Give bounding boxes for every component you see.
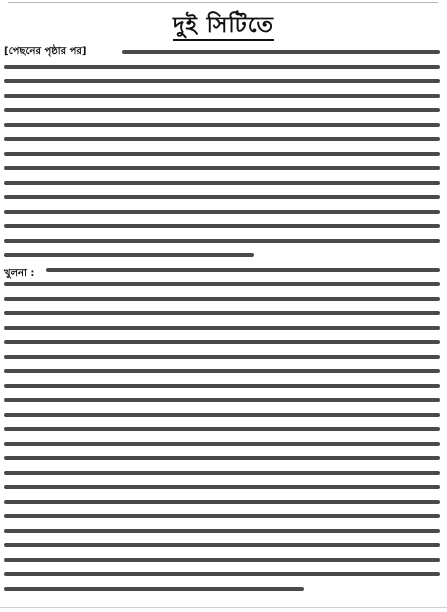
placeholder-line — [4, 355, 440, 359]
placeholder-line — [4, 152, 440, 156]
placeholder-line — [4, 340, 440, 344]
placeholder-line — [4, 311, 440, 315]
article-headline: দুই সিটিতে — [172, 12, 275, 38]
placeholder-line — [4, 413, 440, 417]
placeholder-line — [46, 268, 440, 272]
headline-underline — [173, 39, 274, 41]
placeholder-line — [4, 137, 440, 141]
placeholder-line — [4, 398, 440, 402]
continuation-prefix: [পেছনের পৃষ্ঠার পর] — [4, 46, 87, 57]
placeholder-line — [4, 485, 440, 489]
placeholder-line — [4, 369, 440, 373]
placeholder-line — [4, 384, 440, 388]
placeholder-line — [4, 427, 440, 431]
placeholder-line — [4, 442, 440, 446]
placeholder-line — [4, 94, 440, 98]
section-label-khulna: খুলনা : — [4, 268, 35, 279]
placeholder-line — [4, 181, 440, 185]
placeholder-line — [4, 587, 304, 591]
placeholder-line — [4, 210, 440, 214]
article-body-placeholder-lines — [4, 42, 443, 610]
placeholder-line — [4, 195, 440, 199]
placeholder-line — [4, 326, 440, 330]
placeholder-line — [4, 108, 440, 112]
placeholder-line — [4, 253, 254, 257]
placeholder-line — [4, 514, 440, 518]
placeholder-line — [4, 471, 440, 475]
placeholder-line — [4, 500, 440, 504]
placeholder-line — [4, 572, 440, 576]
previous-article-bottom-line — [0, 0, 447, 8]
placeholder-line — [4, 282, 440, 286]
placeholder-line — [4, 123, 440, 127]
placeholder-line — [4, 79, 440, 83]
placeholder-line — [4, 166, 440, 170]
placeholder-line — [4, 456, 440, 460]
placeholder-line — [4, 558, 440, 562]
placeholder-line — [4, 543, 440, 547]
placeholder-line — [122, 50, 440, 54]
placeholder-line — [4, 297, 440, 301]
placeholder-line — [4, 65, 440, 69]
page-bottom-rule — [0, 607, 447, 608]
placeholder-line — [4, 224, 440, 228]
placeholder-line — [4, 529, 440, 533]
placeholder-line — [4, 239, 440, 243]
